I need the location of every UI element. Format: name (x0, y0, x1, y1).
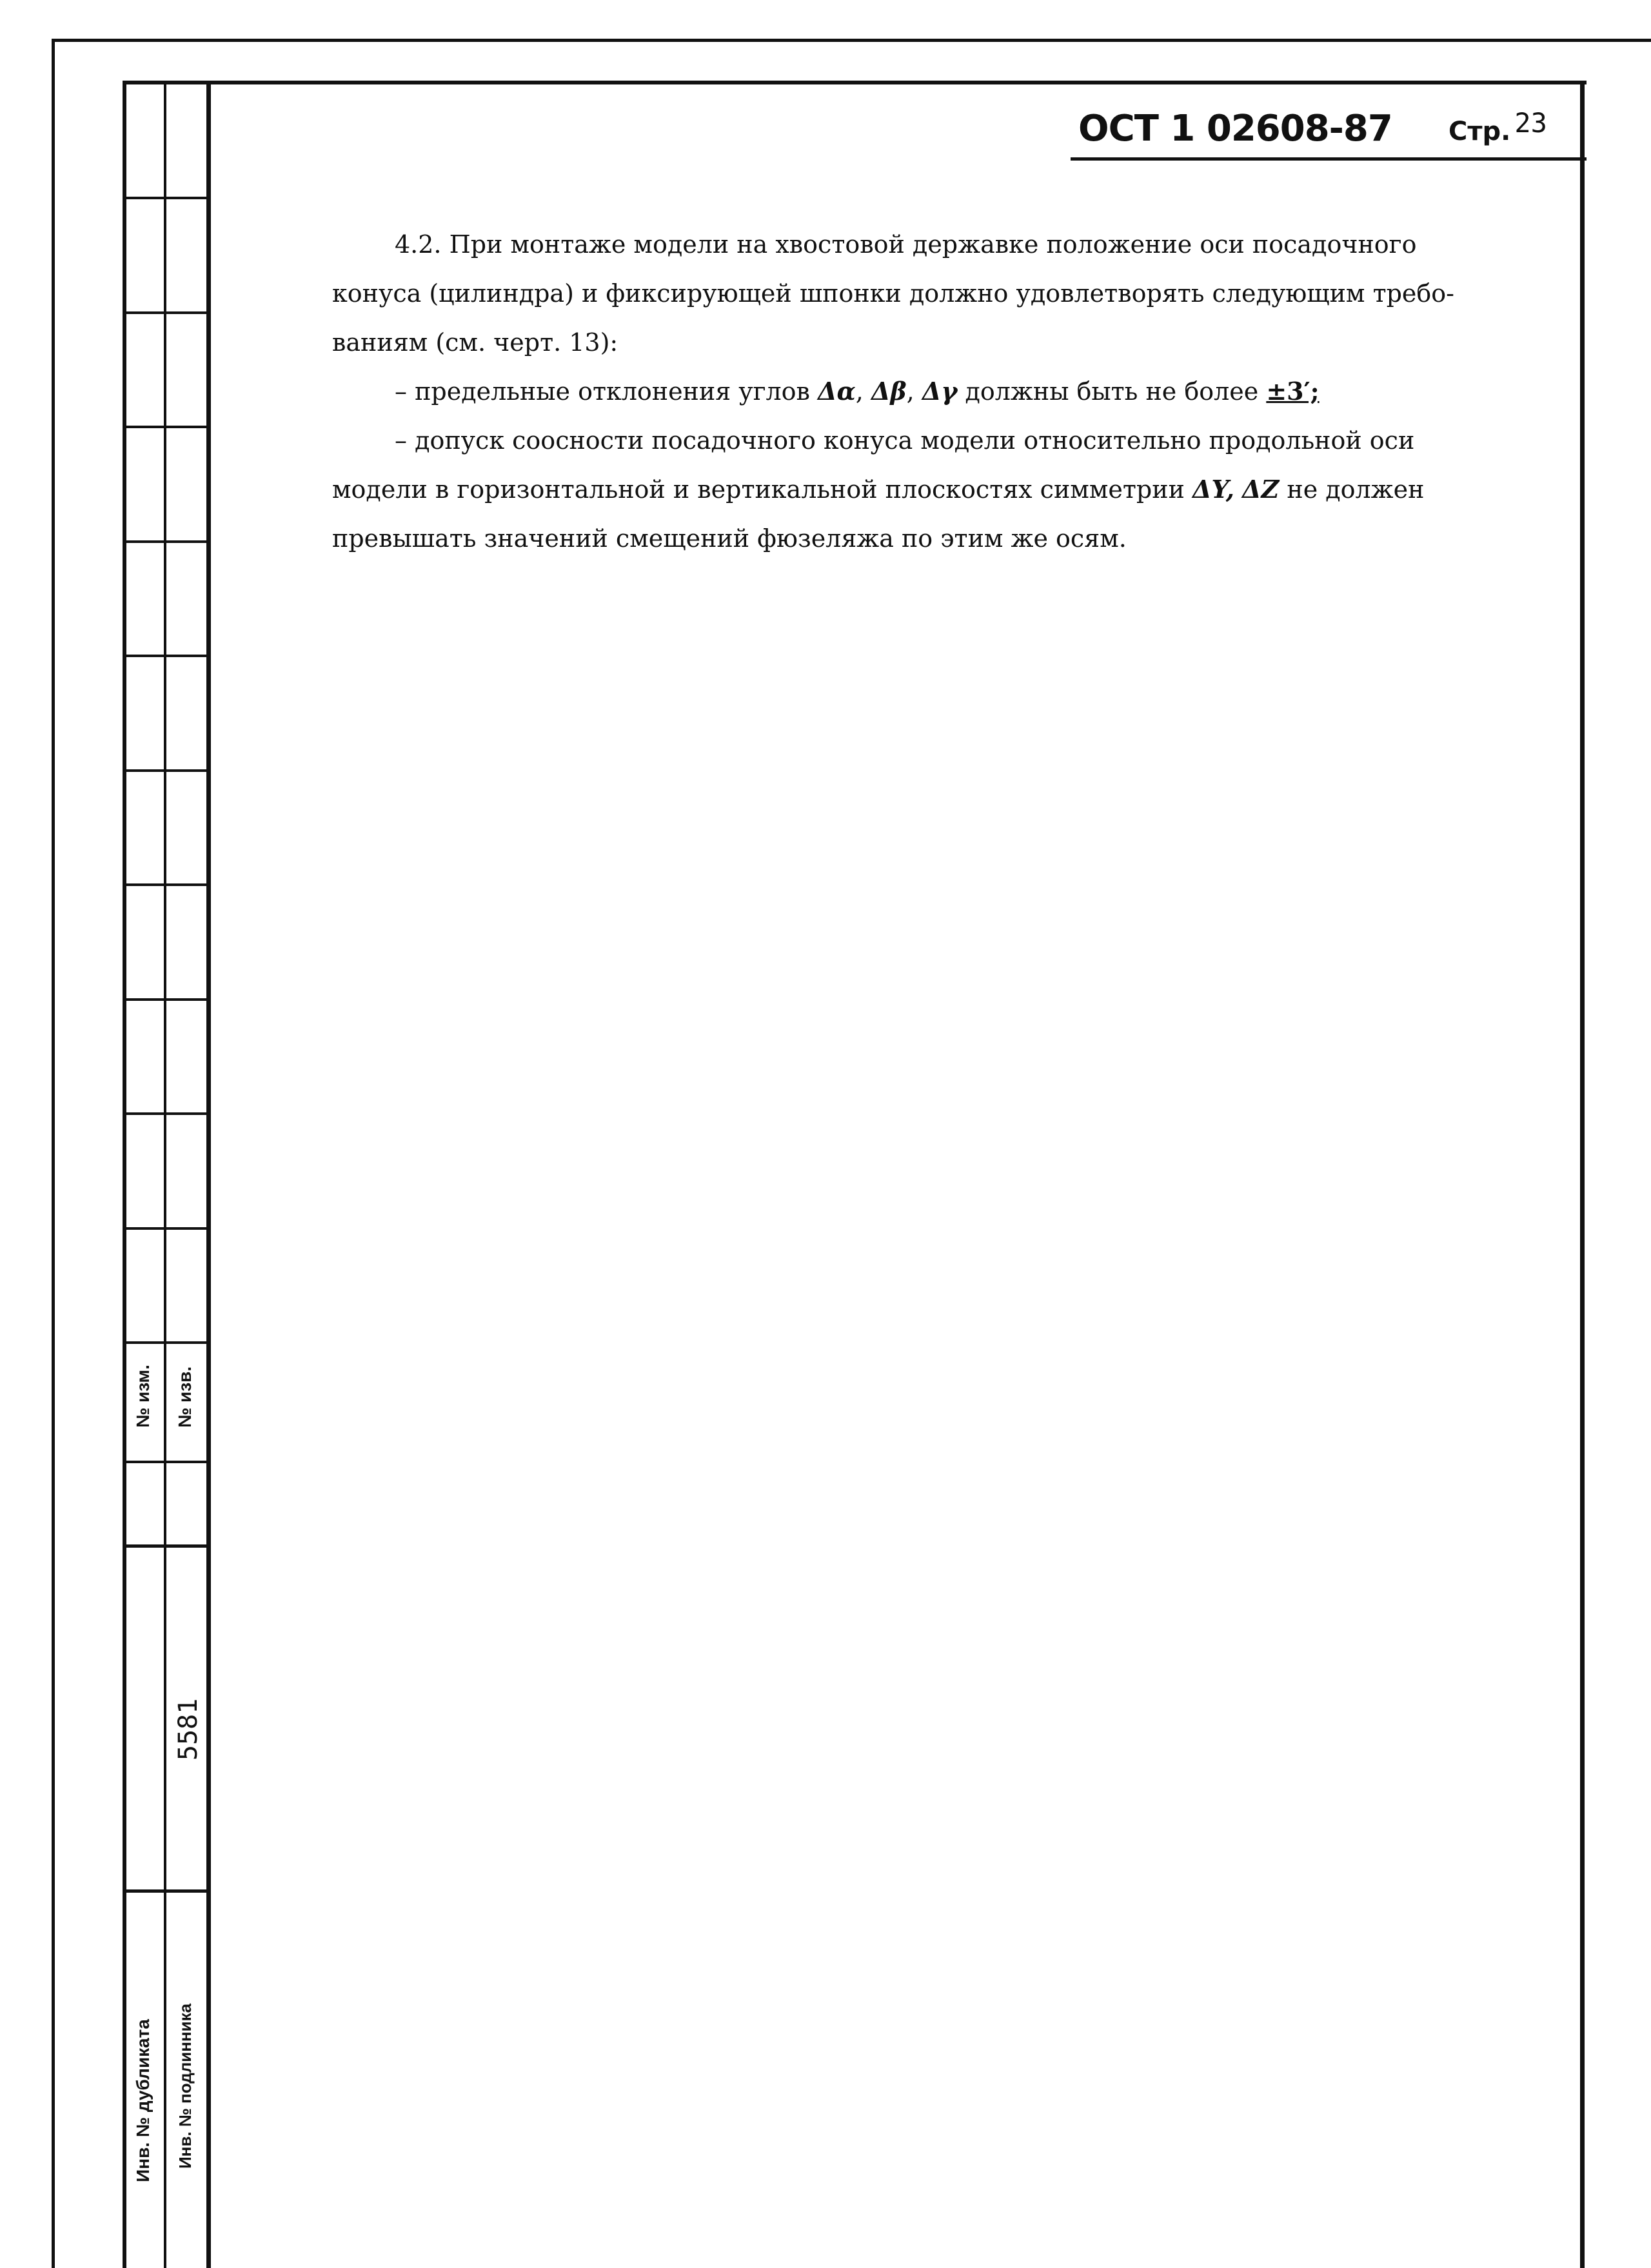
stamp-cell-divider (123, 1889, 210, 1893)
stamp-cell-divider (123, 1341, 210, 1344)
stamp-cell-divider (123, 1227, 210, 1230)
item-1-prefix: – предельные отклонения углов (395, 377, 810, 406)
item-1-middle: должны быть не более (965, 377, 1259, 406)
change-number-label: № изм. (133, 1365, 153, 1428)
item-2-line-2-prefix: модели в горизонтальной и вертикальной плоскостях симметрии (332, 475, 1185, 504)
stamp-cell-divider (123, 426, 210, 428)
frame-right (1580, 81, 1585, 2268)
delta-alpha: Δα (818, 377, 856, 406)
item-1-line: – предельные отклонения углов Δα, Δβ, Δγ должны быть не более ±3′; (395, 377, 1320, 406)
stamp-cell-divider (123, 1112, 210, 1115)
item-2-line-3: превышать значений смещений фюзеляжа по этим же осям. (332, 524, 1127, 553)
text-area-left-border (206, 81, 211, 2268)
delta-beta: Δβ (871, 377, 907, 406)
header-underline (1071, 157, 1587, 161)
page-border-top (52, 39, 1651, 42)
stamp-cell-divider (123, 197, 210, 199)
document-code: ОСТ 1 02608-87 (1078, 108, 1392, 150)
stamp-cell-divider (123, 769, 210, 772)
item-2-line-2 (332, 477, 1424, 502)
notice-number-label: № изв. (175, 1366, 195, 1428)
page-label: Стр. (1448, 117, 1511, 146)
paragraph-4-2-line-3: ваниям (см. черт. 13): (332, 328, 618, 357)
stamp-cell-divider (123, 1461, 210, 1463)
item-2-line-1: – допуск соосности посадочного конуса модели относительно продольной оси (395, 426, 1415, 455)
stamp-cell-divider (123, 883, 210, 886)
item-2-line-2-suffix: не должен (1287, 475, 1425, 504)
frame-top (123, 81, 1587, 84)
stamp-cell-divider (123, 540, 210, 543)
paragraph-4-2-line-1: 4.2. При монтаже модели на хвостовой державке положение оси посадочного (395, 230, 1417, 259)
page-border-left (52, 39, 55, 2268)
tolerance-value: ±3′; (1266, 377, 1320, 406)
stamp-cell-divider (123, 1544, 210, 1548)
delta-y: ΔY, (1192, 475, 1234, 504)
original-inventory-label: Инв. № подлинника (175, 2003, 195, 2169)
stamp-column-divider (164, 81, 166, 2268)
delta-gamma: Δγ (922, 377, 958, 406)
delta-z: ΔZ (1242, 475, 1280, 504)
original-inventory-value: 5581 (173, 1698, 203, 1760)
stamp-cell-divider (123, 655, 210, 657)
frame-left (123, 81, 126, 2268)
stamp-cell-divider (123, 311, 210, 314)
stamp-cell-divider (123, 998, 210, 1001)
page-indicator (1448, 107, 1547, 146)
paragraph-4-2-line-2: конуса (цилиндра) и фиксирующей шпонки должно удовлетворять следующим требо- (332, 279, 1455, 308)
duplicate-inventory-label: Инв. № дубликата (133, 2019, 153, 2182)
page-number: 23 (1514, 107, 1547, 139)
